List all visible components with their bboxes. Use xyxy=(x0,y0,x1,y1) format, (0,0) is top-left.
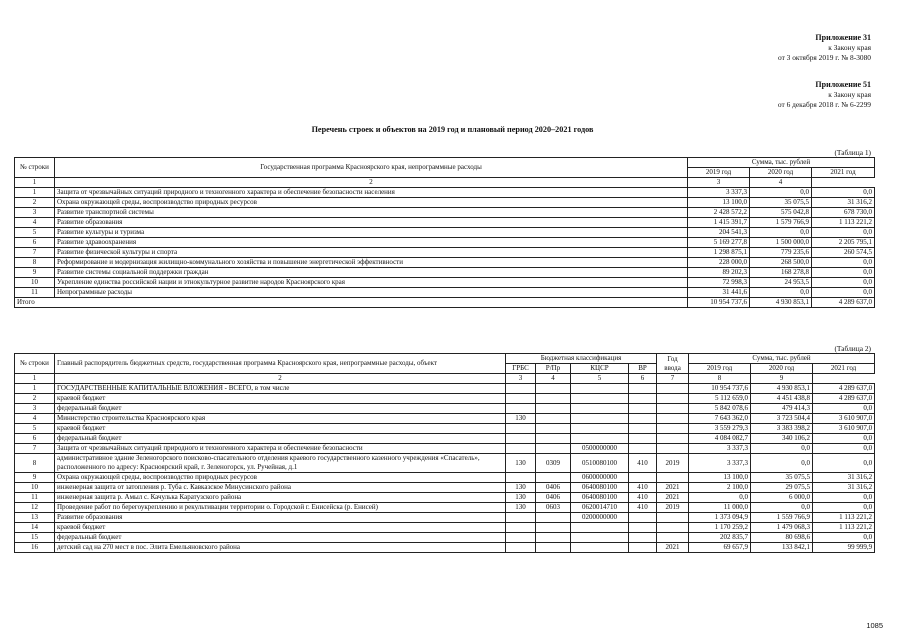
table-row xyxy=(15,278,875,288)
header-sum: Сумма, тыс. рублей xyxy=(689,354,875,364)
column-index-cell: 6 xyxy=(629,374,657,384)
sum-2019-cell: 5 112 659,0 xyxy=(689,394,751,404)
row-number-cell: 12 xyxy=(15,503,55,513)
commission-year-cell xyxy=(657,414,689,424)
sum-2021-cell: 4 289 637,0 xyxy=(813,384,875,394)
table2-label: (Таблица 2) xyxy=(834,344,871,353)
table-row xyxy=(15,394,875,404)
total-label-cell: Итого xyxy=(15,298,688,308)
row-number-cell: 2 xyxy=(15,198,55,208)
header-sum: Сумма, тыс. рублей xyxy=(688,158,875,168)
grbs-cell xyxy=(506,404,536,414)
appendix-law-date: от 6 декабря 2018 г. № 6-2299 xyxy=(777,100,871,109)
sum-2019-cell: 3 559 279,3 xyxy=(689,424,751,434)
header-kcsr: КЦСР xyxy=(571,364,629,374)
grbs-cell: 130 xyxy=(506,454,536,473)
column-index-cell: 2 xyxy=(55,374,506,384)
sum-2021-cell: 3 610 907,0 xyxy=(813,424,875,434)
program-name-cell: Развитие образования xyxy=(55,218,688,228)
kcsr-cell: 0640080100 xyxy=(571,483,629,493)
program-name-cell: Развитие физической культуры и спорта xyxy=(55,248,688,258)
sum-2020-cell: 3 723 504,4 xyxy=(751,414,813,424)
sum-2019-cell: 0,0 xyxy=(689,493,751,503)
sum-2021-cell: 0,0 xyxy=(813,454,875,473)
sum-2019-cell: 31 441,6 xyxy=(688,288,750,298)
object-name-cell: Охрана окружающей среды, воспроизводство природных ресурсов xyxy=(55,473,506,483)
table-row xyxy=(15,384,875,394)
row-number-cell: 7 xyxy=(15,248,55,258)
object-name-cell: федеральный бюджет xyxy=(55,434,506,444)
row-number-cell: 6 xyxy=(15,238,55,248)
sum-2019-cell: 1 298 875,1 xyxy=(688,248,750,258)
vr-cell xyxy=(629,523,657,533)
appendix-header-current xyxy=(778,33,871,63)
row-number-cell: 11 xyxy=(15,288,55,298)
row-number-cell: 5 xyxy=(15,228,55,238)
table-row xyxy=(15,513,875,523)
sum-2020-cell: 29 075,5 xyxy=(751,483,813,493)
sum-2019-cell: 4 084 082,7 xyxy=(689,434,751,444)
sum-2020-cell: 0,0 xyxy=(750,188,812,198)
table-row xyxy=(15,188,875,198)
sum-2020-cell: 0,0 xyxy=(750,288,812,298)
sum-2021-cell: 0,0 xyxy=(812,258,875,268)
appendix-law-date: от 3 октября 2019 г. № 8-3080 xyxy=(778,53,871,62)
program-name-cell: Развитие здравоохранения xyxy=(55,238,688,248)
table-row xyxy=(15,493,875,503)
rpr-cell xyxy=(536,543,571,553)
grbs-cell xyxy=(506,513,536,523)
sum-2019-cell: 13 100,0 xyxy=(688,198,750,208)
header-row-number: № строки xyxy=(15,158,55,178)
table-row xyxy=(15,454,875,473)
sum-2020-cell: 0,0 xyxy=(751,454,813,473)
kcsr-cell xyxy=(571,404,629,414)
table-row xyxy=(15,268,875,278)
sum-2020-cell: 3 383 398,2 xyxy=(751,424,813,434)
sum-2019-cell: 10 954 737,6 xyxy=(689,384,751,394)
header-budget-classification: Бюджетная классификация xyxy=(506,354,657,364)
header-commission-year: Год ввода xyxy=(657,354,689,374)
sum-2019-cell: 7 643 362,0 xyxy=(689,414,751,424)
commission-year-cell xyxy=(657,533,689,543)
sum-2020-cell: 1 500 000,0 xyxy=(750,238,812,248)
rpr-cell xyxy=(536,414,571,424)
commission-year-cell xyxy=(657,384,689,394)
rpr-cell: 0309 xyxy=(536,454,571,473)
rpr-cell xyxy=(536,473,571,483)
row-number-cell: 4 xyxy=(15,218,55,228)
table-row xyxy=(15,424,875,434)
table-row xyxy=(15,523,875,533)
header-year-2020: 2020 год xyxy=(751,364,813,374)
sum-2019-cell: 72 998,3 xyxy=(688,278,750,288)
commission-year-cell: 2021 xyxy=(657,483,689,493)
rpr-cell xyxy=(536,533,571,543)
kcsr-cell xyxy=(571,434,629,444)
table-row xyxy=(15,543,875,553)
table-row xyxy=(15,218,875,228)
page-number: 1085 xyxy=(866,621,883,630)
appendix-title: Приложение 51 xyxy=(815,80,871,89)
sum-2021-cell: 0,0 xyxy=(812,228,875,238)
table-row xyxy=(15,444,875,454)
vr-cell xyxy=(629,444,657,454)
rpr-cell xyxy=(536,384,571,394)
sum-2019-cell: 3 337,3 xyxy=(689,454,751,473)
sum-2020-cell: 133 842,1 xyxy=(751,543,813,553)
row-number-cell: 16 xyxy=(15,543,55,553)
kcsr-cell: 0510080100 xyxy=(571,454,629,473)
vr-cell xyxy=(629,414,657,424)
program-name-cell: Защита от чрезвычайных ситуаций природного и техногенного характера и обеспечение безопасности населения xyxy=(55,188,688,198)
table-row xyxy=(15,404,875,414)
table-row xyxy=(15,208,875,218)
total-row xyxy=(15,298,875,308)
program-name-cell: Развитие культуры и туризма xyxy=(55,228,688,238)
column-index-cell: 3 xyxy=(688,178,750,188)
sum-2019-cell: 202 835,7 xyxy=(689,533,751,543)
row-number-cell: 7 xyxy=(15,444,55,454)
program-name-cell: Охрана окружающей среды, воспроизводство природных ресурсов xyxy=(55,198,688,208)
total-2019-cell: 10 954 737,6 xyxy=(688,298,750,308)
row-number-cell: 10 xyxy=(15,278,55,288)
vr-cell xyxy=(629,424,657,434)
object-name-cell: краевой бюджет xyxy=(55,424,506,434)
sum-2021-cell: 260 574,5 xyxy=(812,248,875,258)
column-index-cell: 3 xyxy=(506,374,536,384)
kcsr-cell: 0200000000 xyxy=(571,513,629,523)
commission-year-cell xyxy=(657,424,689,434)
vr-cell xyxy=(629,384,657,394)
sum-2019-cell: 228 000,0 xyxy=(688,258,750,268)
kcsr-cell xyxy=(571,414,629,424)
sum-2021-cell: 1 113 221,2 xyxy=(813,523,875,533)
object-name-cell: Проведение работ по берегоукреплению и рекультивации территории о. Городской г. Енисейска (р. Енисей) xyxy=(55,503,506,513)
sum-2020-cell: 6 000,0 xyxy=(751,493,813,503)
program-name-cell: Развитие транспортной системы xyxy=(55,208,688,218)
sum-2019-cell: 2 100,0 xyxy=(689,483,751,493)
grbs-cell xyxy=(506,533,536,543)
kcsr-cell: 0500000000 xyxy=(571,444,629,454)
document-title: Перечень строек и объектов на 2019 год и плановый период 2020–2021 годов xyxy=(311,125,594,134)
sum-2021-cell: 0,0 xyxy=(812,188,875,198)
column-index-cell: 7 xyxy=(657,374,689,384)
rpr-cell xyxy=(536,523,571,533)
table-row xyxy=(15,248,875,258)
row-number-cell: 1 xyxy=(15,384,55,394)
appendix-header-original xyxy=(778,80,871,110)
table-row xyxy=(15,238,875,248)
sum-2020-cell: 0,0 xyxy=(751,444,813,454)
table-row xyxy=(15,414,875,424)
table-row xyxy=(15,533,875,543)
object-name-cell: Развитие образования xyxy=(55,513,506,523)
row-number-cell: 8 xyxy=(15,454,55,473)
header-rpr: Р/Пр xyxy=(536,364,571,374)
total-2020-cell: 4 930 853,1 xyxy=(750,298,812,308)
row-number-cell: 9 xyxy=(15,268,55,278)
sum-2021-cell: 0,0 xyxy=(813,503,875,513)
grbs-cell: 130 xyxy=(506,503,536,513)
table-row xyxy=(15,228,875,238)
vr-cell: 410 xyxy=(629,503,657,513)
kcsr-cell xyxy=(571,533,629,543)
rpr-cell xyxy=(536,404,571,414)
header-object-name: Главный распорядитель бюджетных средств, государственная программа Красноярского края, непрограммные расходы, объект xyxy=(55,354,506,374)
kcsr-cell: 0620014710 xyxy=(571,503,629,513)
grbs-cell: 130 xyxy=(506,414,536,424)
sum-2021-cell: 0,0 xyxy=(813,533,875,543)
row-number-cell: 13 xyxy=(15,513,55,523)
column-index-cell: 4 xyxy=(750,178,812,188)
rpr-cell: 0406 xyxy=(536,483,571,493)
sum-2019-cell: 204 541,3 xyxy=(688,228,750,238)
row-number-cell: 3 xyxy=(15,208,55,218)
program-name-cell: Укрепление единства российской нации и этнокультурное развитие народов Красноярского края xyxy=(55,278,688,288)
table-row xyxy=(15,434,875,444)
object-name-cell: детский сад на 270 мест в пос. Элита Емельяновского района xyxy=(55,543,506,553)
object-name-cell: федеральный бюджет xyxy=(55,533,506,543)
sum-2021-cell: 3 610 907,0 xyxy=(813,414,875,424)
appendix-title: Приложение 31 xyxy=(815,33,871,42)
commission-year-cell: 2019 xyxy=(657,503,689,513)
row-number-cell: 8 xyxy=(15,258,55,268)
program-name-cell: Реформирование и модернизация жилищно-коммунального хозяйства и повышение энергетической эффективности xyxy=(55,258,688,268)
sum-2021-cell: 0,0 xyxy=(813,404,875,414)
kcsr-cell xyxy=(571,424,629,434)
sum-2021-cell: 678 730,0 xyxy=(812,208,875,218)
table-row xyxy=(15,288,875,298)
row-number-cell: 10 xyxy=(15,483,55,493)
sum-2020-cell: 35 075,5 xyxy=(751,473,813,483)
rpr-cell xyxy=(536,434,571,444)
table2 xyxy=(14,353,875,553)
sum-2021-cell: 2 205 795,1 xyxy=(812,238,875,248)
kcsr-cell xyxy=(571,523,629,533)
vr-cell xyxy=(629,533,657,543)
column-index-cell: 1 xyxy=(15,178,55,188)
sum-2020-cell: 1 559 766,9 xyxy=(751,513,813,523)
sum-2021-cell: 0,0 xyxy=(813,434,875,444)
appendix-law-ref: к Закону края xyxy=(828,43,871,52)
sum-2020-cell: 35 075,5 xyxy=(750,198,812,208)
row-number-cell: 15 xyxy=(15,533,55,543)
table1 xyxy=(14,157,875,308)
rpr-cell: 0406 xyxy=(536,493,571,503)
kcsr-cell xyxy=(571,384,629,394)
object-name-cell: административное здание Зеленогорского поисково-спасательного отделения краевого государственного казенного учреждения «Спасатель», расположенного по адресу: Красноярский край, г. Зеленогорск, ул. Ручейная, д.1 xyxy=(55,454,506,473)
vr-cell xyxy=(629,404,657,414)
row-number-cell: 9 xyxy=(15,473,55,483)
object-name-cell: краевой бюджет xyxy=(55,394,506,404)
header-grbs: ГРБС xyxy=(506,364,536,374)
kcsr-cell: 0640080100 xyxy=(571,493,629,503)
kcsr-cell xyxy=(571,394,629,404)
sum-2021-cell: 0,0 xyxy=(812,278,875,288)
column-index-cell: 5 xyxy=(571,374,629,384)
rpr-cell xyxy=(536,424,571,434)
sum-2020-cell: 24 953,5 xyxy=(750,278,812,288)
column-index-row xyxy=(15,374,875,384)
rpr-cell: 0603 xyxy=(536,503,571,513)
commission-year-cell xyxy=(657,434,689,444)
sum-2020-cell: 1 579 766,9 xyxy=(750,218,812,228)
sum-2020-cell: 0,0 xyxy=(750,228,812,238)
table-row xyxy=(15,483,875,493)
grbs-cell xyxy=(506,523,536,533)
rpr-cell xyxy=(536,394,571,404)
commission-year-cell xyxy=(657,394,689,404)
vr-cell: 410 xyxy=(629,483,657,493)
grbs-cell xyxy=(506,384,536,394)
sum-2019-cell: 5 169 277,8 xyxy=(688,238,750,248)
sum-2021-cell: 1 113 221,2 xyxy=(812,218,875,228)
sum-2020-cell: 779 235,6 xyxy=(750,248,812,258)
program-name-cell: Непрограммные расходы xyxy=(55,288,688,298)
sum-2020-cell: 575 042,8 xyxy=(750,208,812,218)
object-name-cell: инженерная защита от затопления р. Туба с. Кавказское Минусинского района xyxy=(55,483,506,493)
table-row xyxy=(15,473,875,483)
sum-2019-cell: 2 428 572,2 xyxy=(688,208,750,218)
sum-2019-cell: 1 373 094,9 xyxy=(689,513,751,523)
header-year-2019: 2019 год xyxy=(688,168,750,178)
sum-2021-cell: 1 113 221,2 xyxy=(813,513,875,523)
sum-2021-cell: 99 999,9 xyxy=(813,543,875,553)
sum-2021-cell: 31 316,2 xyxy=(813,483,875,493)
sum-2021-cell: 31 316,2 xyxy=(812,198,875,208)
sum-2020-cell: 479 414,3 xyxy=(751,404,813,414)
commission-year-cell: 2021 xyxy=(657,543,689,553)
sum-2020-cell: 268 500,0 xyxy=(750,258,812,268)
sum-2020-cell: 4 930 853,1 xyxy=(751,384,813,394)
grbs-cell xyxy=(506,543,536,553)
grbs-cell xyxy=(506,473,536,483)
header-vr: ВР xyxy=(629,364,657,374)
sum-2019-cell: 1 170 259,2 xyxy=(689,523,751,533)
program-name-cell: Развитие системы социальной поддержки граждан xyxy=(55,268,688,278)
table-row xyxy=(15,503,875,513)
vr-cell xyxy=(629,543,657,553)
column-index-cell: 4 xyxy=(536,374,571,384)
row-number-cell: 5 xyxy=(15,424,55,434)
column-index-row xyxy=(15,178,875,188)
sum-2021-cell: 31 316,2 xyxy=(813,473,875,483)
grbs-cell xyxy=(506,424,536,434)
row-number-cell: 11 xyxy=(15,493,55,503)
header-year-2021: 2021 год xyxy=(813,364,875,374)
total-2021-cell: 4 289 637,0 xyxy=(812,298,875,308)
table1-label: (Таблица 1) xyxy=(834,148,871,157)
commission-year-cell xyxy=(657,513,689,523)
row-number-cell: 1 xyxy=(15,188,55,198)
table-row xyxy=(15,258,875,268)
object-name-cell: федеральный бюджет xyxy=(55,404,506,414)
commission-year-cell xyxy=(657,444,689,454)
sum-2019-cell: 1 415 391,7 xyxy=(688,218,750,228)
appendix-law-ref: к Закону края xyxy=(828,90,871,99)
commission-year-cell xyxy=(657,404,689,414)
grbs-cell xyxy=(506,394,536,404)
sum-2021-cell: 0,0 xyxy=(812,288,875,298)
sum-2020-cell: 1 479 068,3 xyxy=(751,523,813,533)
object-name-cell: Защита от чрезвычайных ситуаций природного и техногенного характера и обеспечение безопасности xyxy=(55,444,506,454)
object-name-cell: краевой бюджет xyxy=(55,523,506,533)
commission-year-cell: 2021 xyxy=(657,493,689,503)
row-number-cell: 6 xyxy=(15,434,55,444)
sum-2019-cell: 3 337,3 xyxy=(689,444,751,454)
grbs-cell: 130 xyxy=(506,493,536,503)
sum-2019-cell: 13 100,0 xyxy=(689,473,751,483)
object-name-cell: Министерство строительства Красноярского края xyxy=(55,414,506,424)
grbs-cell xyxy=(506,444,536,454)
row-number-cell: 14 xyxy=(15,523,55,533)
sum-2021-cell: 0,0 xyxy=(813,493,875,503)
row-number-cell: 3 xyxy=(15,404,55,414)
vr-cell xyxy=(629,434,657,444)
sum-2020-cell: 4 451 438,8 xyxy=(751,394,813,404)
commission-year-cell xyxy=(657,523,689,533)
vr-cell xyxy=(629,513,657,523)
row-number-cell: 2 xyxy=(15,394,55,404)
vr-cell xyxy=(629,394,657,404)
sum-2020-cell: 168 278,8 xyxy=(750,268,812,278)
sum-2019-cell: 11 000,0 xyxy=(689,503,751,513)
row-number-cell: 4 xyxy=(15,414,55,424)
sum-2020-cell: 80 698,6 xyxy=(751,533,813,543)
sum-2021-cell: 0,0 xyxy=(812,268,875,278)
sum-2019-cell: 89 202,3 xyxy=(688,268,750,278)
kcsr-cell: 0600000000 xyxy=(571,473,629,483)
vr-cell xyxy=(629,473,657,483)
sum-2021-cell: 0,0 xyxy=(813,444,875,454)
object-name-cell: ГОСУДАРСТВЕННЫЕ КАПИТАЛЬНЫЕ ВЛОЖЕНИЯ - ВСЕГО, в том числе xyxy=(55,384,506,394)
vr-cell: 410 xyxy=(629,493,657,503)
header-program-name: Государственная программа Красноярского края, непрограммные расходы xyxy=(55,158,688,178)
column-index-cell: 1 xyxy=(15,374,55,384)
sum-2019-cell: 69 657,9 xyxy=(689,543,751,553)
kcsr-cell xyxy=(571,543,629,553)
rpr-cell xyxy=(536,444,571,454)
grbs-cell xyxy=(506,434,536,444)
object-name-cell: инженерная защита р. Амыл с. Качулька Каратузского района xyxy=(55,493,506,503)
commission-year-cell: 2019 xyxy=(657,454,689,473)
sum-2019-cell: 5 842 078,6 xyxy=(689,404,751,414)
sum-2020-cell: 340 106,2 xyxy=(751,434,813,444)
sum-2020-cell: 0,0 xyxy=(751,503,813,513)
column-index-cell: 2 xyxy=(55,178,688,188)
sum-2021-cell: 4 289 637,0 xyxy=(813,394,875,404)
grbs-cell: 130 xyxy=(506,483,536,493)
commission-year-cell xyxy=(657,473,689,483)
table-row xyxy=(15,198,875,208)
header-row-number: № строки xyxy=(15,354,55,374)
header-year-2021: 2021 год xyxy=(812,168,875,178)
vr-cell: 410 xyxy=(629,454,657,473)
column-index-cell: 9 xyxy=(751,374,813,384)
header-year-2020: 2020 год xyxy=(750,168,812,178)
rpr-cell xyxy=(536,513,571,523)
column-index-cell: 8 xyxy=(689,374,751,384)
sum-2019-cell: 3 337,3 xyxy=(688,188,750,198)
header-year-2019: 2019 год xyxy=(689,364,751,374)
